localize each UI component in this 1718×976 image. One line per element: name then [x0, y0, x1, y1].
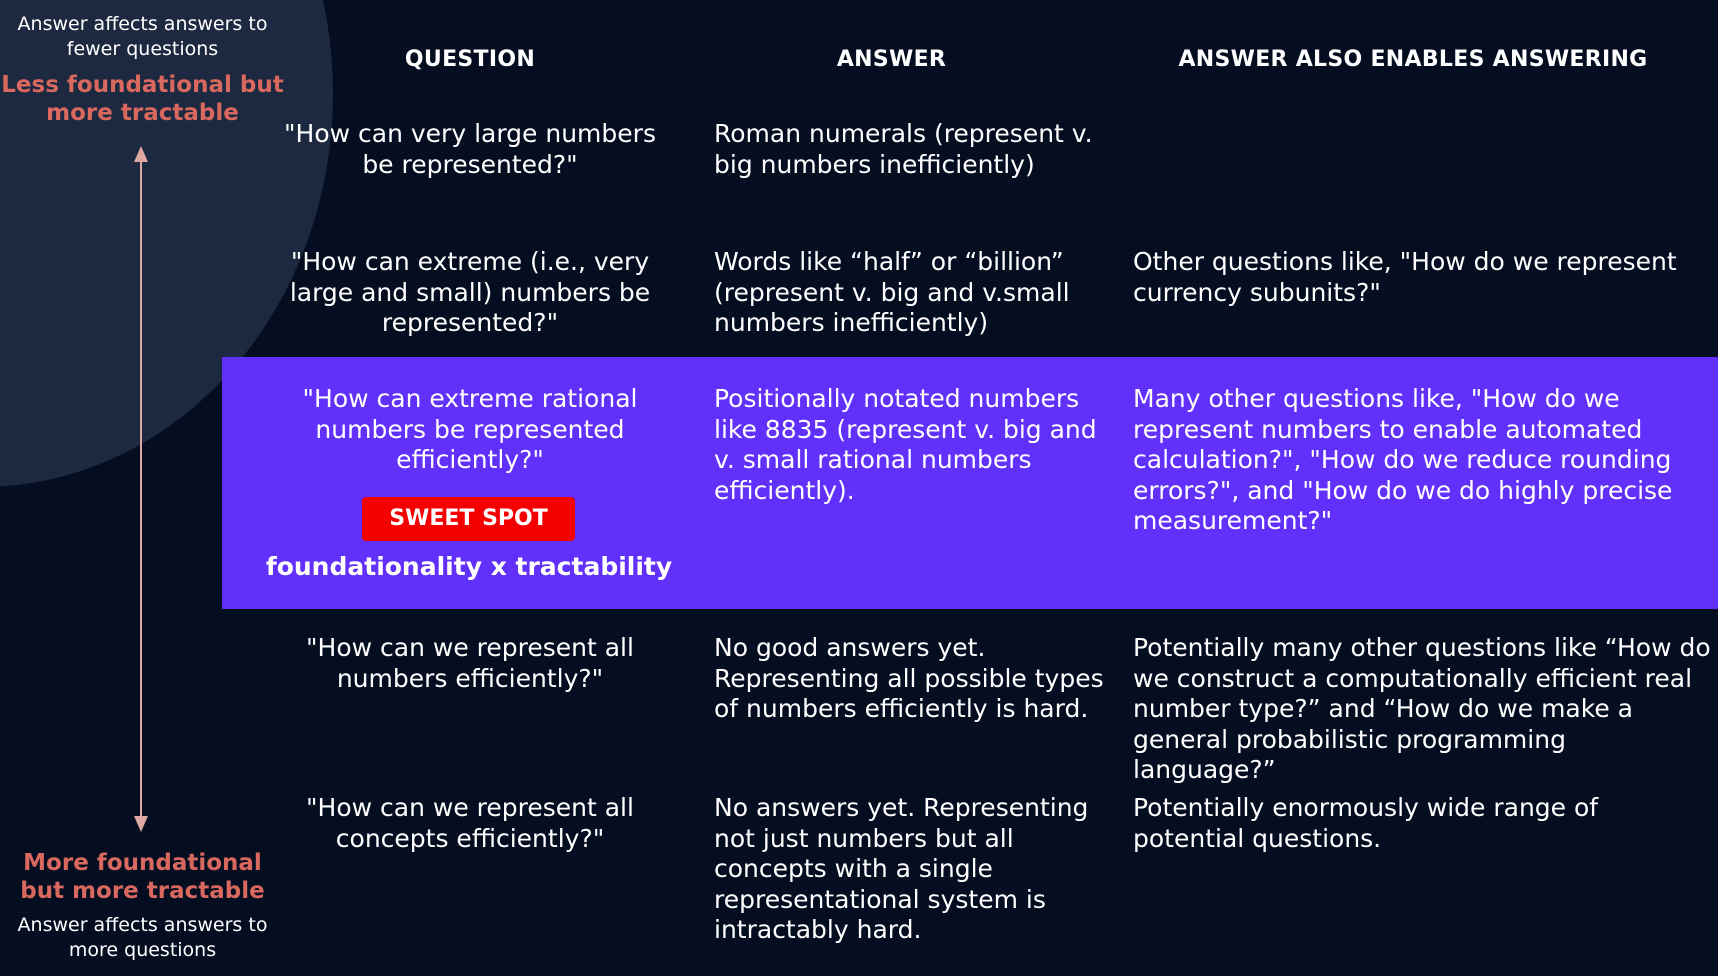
- row-3-answer: Positionally notated numbers like 8835 (represent v. big and v. small rational numbers efficiently).: [714, 384, 1097, 505]
- question-column-header: QUESTION: [404, 47, 536, 72]
- vertical-double-arrow-icon: [129, 146, 153, 832]
- sweet-spot-tagline: foundationality x tractability: [265, 552, 673, 581]
- top-axis-caption: Answer affects answers to fewer questions: [17, 13, 268, 60]
- row-2-question: "How can extreme (i.e., very large and small) numbers be represented?": [289, 247, 651, 337]
- top-axis-label: Less foundational but more tractable: [1, 72, 284, 126]
- row-1-answer: Roman numerals (represent v. big numbers inefficiently): [714, 119, 1093, 179]
- row-2-answer: Words like “half” or “billion” (represent v. big and v.small numbers inefficiently): [714, 247, 1070, 337]
- row-1-question: "How can very large numbers be represented?": [284, 119, 656, 179]
- row-4-answer: No good answers yet. Representing all possible types of numbers efficiently is hard.: [714, 633, 1104, 723]
- row-3-question: "How can extreme rational numbers be represented efficiently?": [302, 384, 638, 474]
- row-4-question: "How can we represent all numbers efficiently?": [306, 633, 634, 693]
- bottom-axis-caption: Answer affects answers to more questions: [17, 914, 268, 961]
- row-4-enables: Potentially many other questions like “How do we construct a computationally efficient real number type?” and “How do we make a general probabilistic programming language?”: [1133, 633, 1711, 784]
- row-5-enables: Potentially enormously wide range of potential questions.: [1133, 793, 1599, 853]
- row-5-answer: No answers yet. Representing not just numbers but all concepts with a single representational system is intractably hard.: [714, 793, 1089, 944]
- answer-column-header: ANSWER: [836, 47, 947, 72]
- sweet-spot-badge: SWEET SPOT: [362, 497, 575, 541]
- row-5-question: "How can we represent all concepts efficiently?": [306, 793, 634, 853]
- row-2-enables: Other questions like, "How do we represent currency subunits?": [1133, 247, 1677, 307]
- enables-column-header: ANSWER ALSO ENABLES ANSWERING: [1178, 47, 1648, 72]
- bottom-axis-label: More foundational but more tractable: [20, 850, 265, 904]
- row-3-enables: Many other questions like, "How do we represent numbers to enable automated calculation?", "How do we reduce rounding errors?", and "How do we do highly precise measurement?": [1133, 384, 1673, 535]
